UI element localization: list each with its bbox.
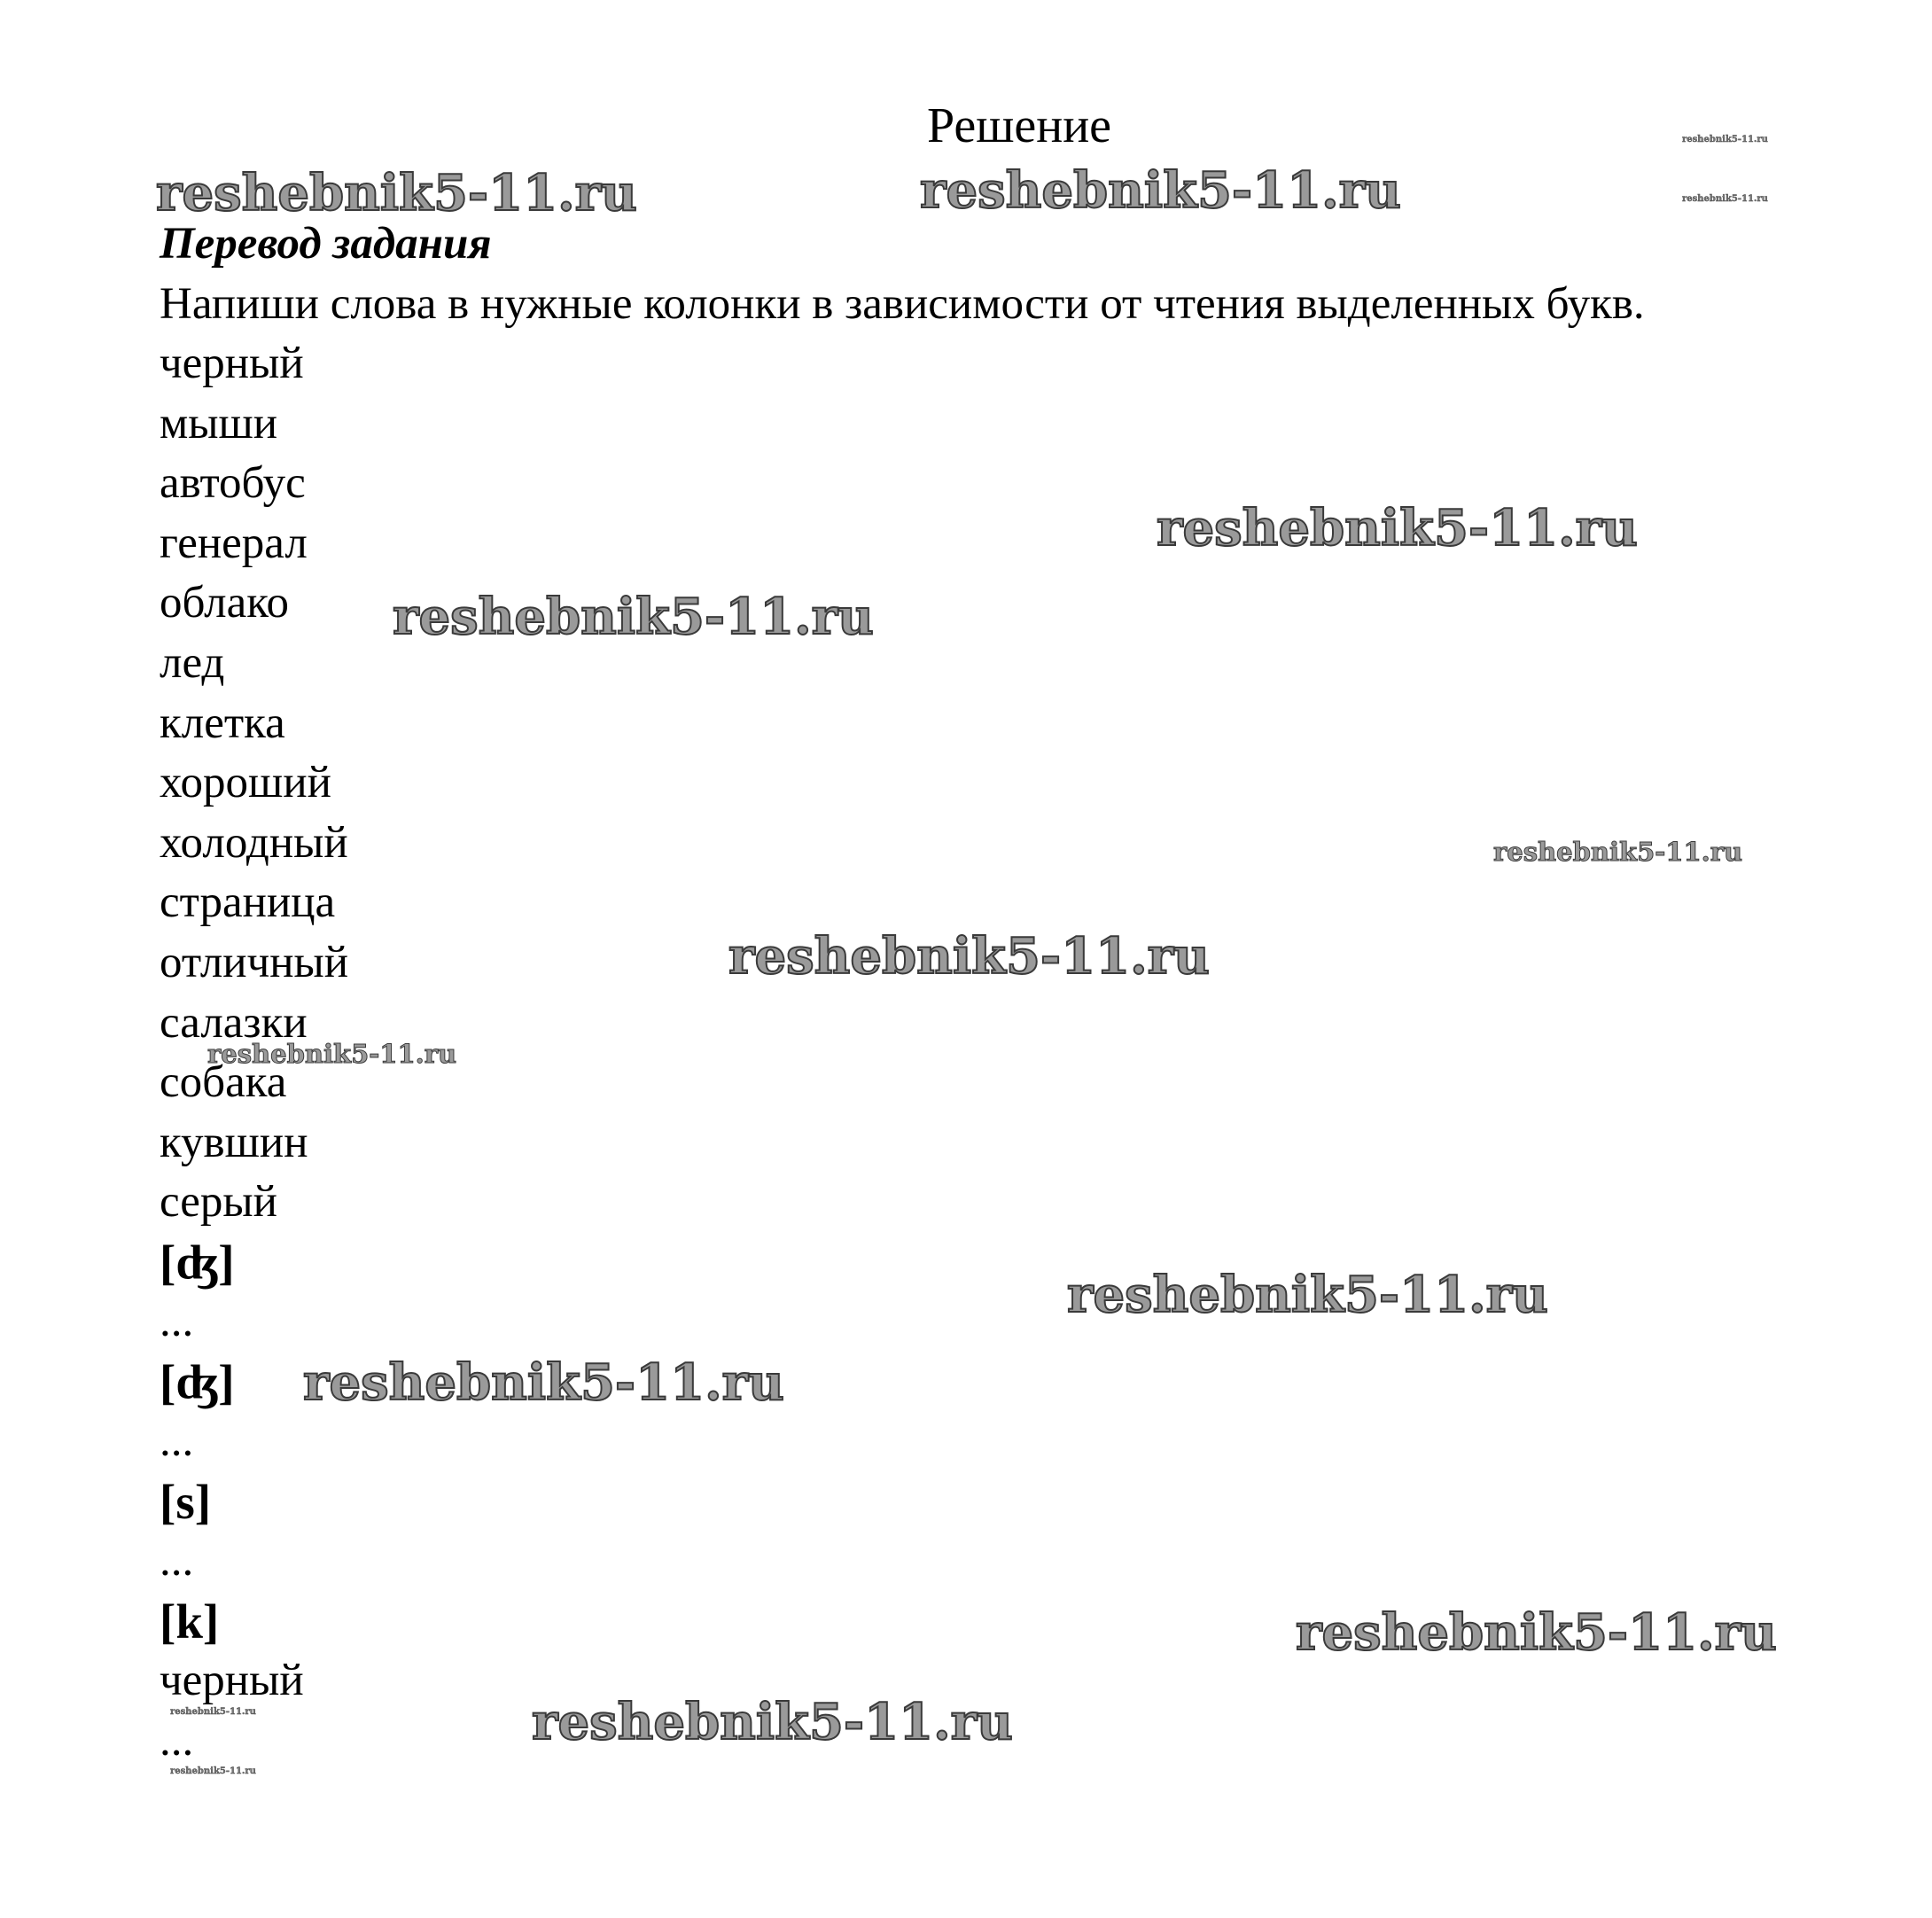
sound-answer: черный: [160, 1656, 304, 1706]
sound-answer: ...: [160, 1297, 194, 1347]
list-item: серый: [160, 1177, 277, 1228]
watermark: reshebnik5-11.ru: [1682, 194, 1768, 204]
list-item: облако: [160, 578, 289, 628]
translation-subtitle: Перевод задания: [160, 219, 492, 269]
watermark: reshebnik5-11.ru: [170, 1707, 256, 1717]
watermark: reshebnik5-11.ru: [207, 1039, 457, 1069]
watermark: reshebnik5-11.ru: [532, 1693, 1013, 1751]
watermark: reshebnik5-11.ru: [303, 1353, 784, 1412]
list-item: холодный: [160, 817, 348, 868]
list-item: черный: [160, 339, 304, 388]
list-item: салазки: [160, 997, 308, 1048]
page-heading: Решение: [927, 98, 1112, 153]
list-item: мыши: [160, 398, 278, 448]
sound-columns: [160, 1233, 1799, 1772]
list-item: собака: [160, 1057, 287, 1108]
list-item: хороший: [160, 758, 331, 808]
sound-answer: ...: [160, 1715, 194, 1766]
sound-answer: ...: [160, 1416, 194, 1467]
sound-heading: [ʤ]: [160, 1235, 235, 1290]
watermark: reshebnik5-11.ru: [393, 588, 874, 646]
list-item: отличный: [160, 937, 349, 987]
watermark: reshebnik5-11.ru: [1067, 1266, 1548, 1324]
sound-heading: [s]: [160, 1474, 212, 1529]
list-item: страница: [160, 877, 336, 928]
watermark: reshebnik5-11.ru: [156, 164, 637, 222]
list-item: клетка: [160, 698, 285, 748]
watermark: reshebnik5-11.ru: [170, 1766, 256, 1776]
watermark: reshebnik5-11.ru: [1493, 837, 1743, 867]
list-item: генерал: [160, 518, 308, 568]
watermark: reshebnik5-11.ru: [920, 161, 1401, 220]
watermark: reshebnik5-11.ru: [728, 927, 1210, 986]
sound-heading: [k]: [160, 1594, 220, 1649]
sound-answer: ...: [160, 1536, 194, 1587]
watermark: reshebnik5-11.ru: [1682, 135, 1768, 144]
document-body: [160, 214, 1799, 1771]
sound-heading: [ʤ]: [160, 1354, 235, 1409]
list-item: кувшин: [160, 1117, 308, 1167]
task-instruction: Напиши слова в нужные колонки в зависимости от чтения выделенных букв.: [160, 279, 1645, 329]
watermark: reshebnik5-11.ru: [1157, 499, 1638, 557]
word-list: [160, 334, 1799, 1233]
watermark: reshebnik5-11.ru: [1296, 1603, 1777, 1662]
list-item: лед: [160, 637, 225, 688]
list-item: автобус: [160, 458, 306, 509]
